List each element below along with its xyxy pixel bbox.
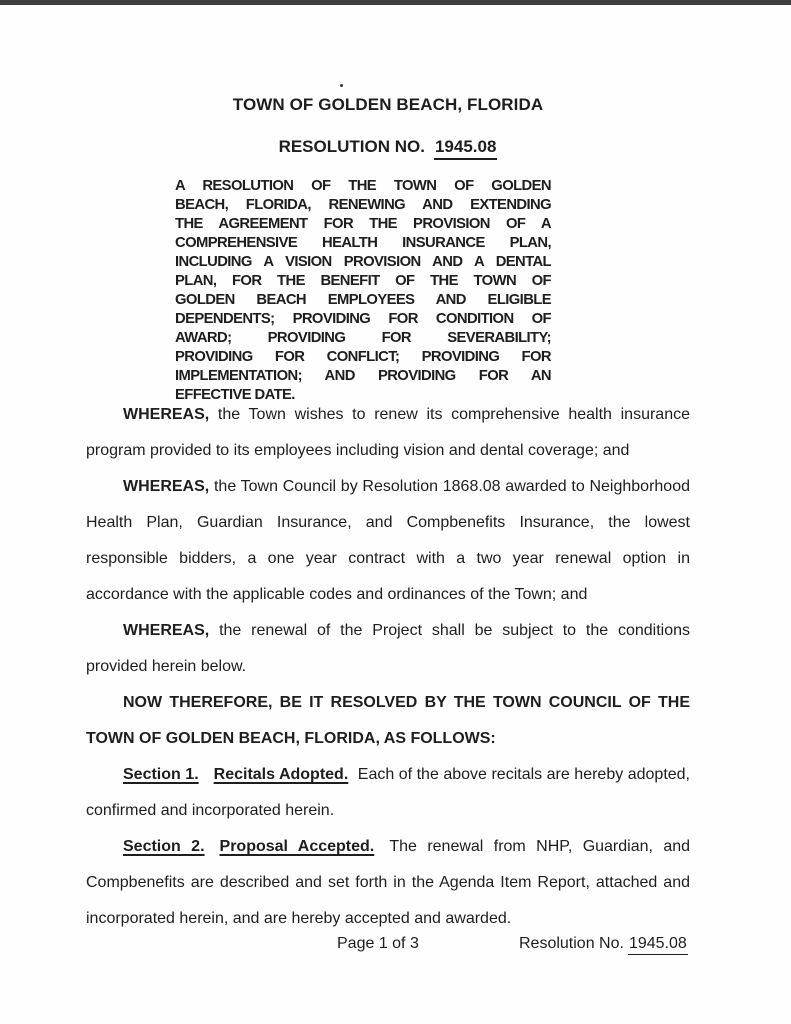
resolved-clause: NOW THEREFORE, BE IT RESOLVED BY THE TOWN COUNCIL OF THE TOWN OF GOLDEN BEACH, FLORIDA, AS FOLLOWS: <box>86 694 690 747</box>
resolution-title-line: A RESOLUTION OF THE TOWN OF GOLDEN <box>175 178 551 194</box>
resolution-title-line: GOLDEN BEACH EMPLOYEES AND ELIGIBLE <box>175 292 551 308</box>
section-number: Section 1. <box>123 766 199 783</box>
whereas-text: the Town Council by Resolution 1868.08 awarded to Neighborhood Health Plan, Guardian Insurance, and Compbenefits Insurance, the lowest responsible bidders, a one year contract with a two year renewal option in accordance with the applicable codes and ordinances of the Town; and <box>86 478 690 603</box>
whereas-lead: WHEREAS, <box>123 478 210 495</box>
resolution-title-line: AWARD; PROVIDING FOR SEVERABILITY; <box>175 330 551 346</box>
document-org-title: TOWN OF GOLDEN BEACH, FLORIDA <box>232 95 544 114</box>
whereas-text: the Town wishes to renew its comprehensive health insurance program provided to its employees including vision and dental coverage; and <box>86 406 690 459</box>
resolution-number-value: 1945.08 <box>434 137 497 160</box>
resolution-title-line: BEACH, FLORIDA, RENEWING AND EXTENDING <box>175 197 551 213</box>
resolution-title-line: DEPENDENTS; PROVIDING FOR CONDITION OF <box>175 311 551 327</box>
section-1-paragraph <box>86 757 690 829</box>
page-number-indicator: Page 1 of 3 <box>337 935 419 952</box>
section-heading: Proposal Accepted. <box>219 838 375 855</box>
resolution-title-line: INCLUDING A VISION PROVISION AND A DENTAL <box>175 254 551 270</box>
whereas-clause-1 <box>86 397 690 469</box>
footer-resolution-label: Resolution No. <box>519 935 624 952</box>
whereas-text: the renewal of the Project shall be subject to the conditions provided herein below. <box>86 622 690 675</box>
whereas-lead: WHEREAS, <box>123 406 210 423</box>
resolution-title-line: IMPLEMENTATION; AND PROVIDING FOR AN <box>175 368 551 384</box>
resolution-title-line: PLAN, FOR THE BENEFIT OF THE TOWN OF <box>175 273 551 289</box>
section-number: Section 2. <box>123 838 205 855</box>
whereas-lead: WHEREAS, <box>123 622 210 639</box>
footer-resolution-number-value: 1945.08 <box>628 934 688 955</box>
section-text: Each of the above recitals are hereby adopted, confirmed and incorporated herein. <box>86 766 691 819</box>
section-2-paragraph <box>86 829 690 937</box>
resolution-title-line: EFFECTIVE DATE. <box>175 387 295 403</box>
resolution-title-block <box>175 177 551 405</box>
resolution-title-line: THE AGREEMENT FOR THE PROVISION OF A <box>175 216 551 232</box>
section-heading: Recitals Adopted. <box>213 766 349 783</box>
document-body <box>86 397 690 937</box>
resolution-number-label: RESOLUTION NO. <box>278 137 425 156</box>
whereas-clause-2 <box>86 469 690 613</box>
resolution-title-line: PROVIDING FOR CONFLICT; PROVIDING FOR <box>175 349 551 365</box>
resolution-title-line: COMPREHENSIVE HEALTH INSURANCE PLAN, <box>175 235 551 251</box>
section-text: The renewal from NHP, Guardian, and Compbenefits are described and set forth in the Agenda Item Report, attached and incorporated herein, and are hereby accepted and awarded. <box>86 838 691 927</box>
whereas-clause-3 <box>86 613 690 685</box>
resolution-number-line <box>86 137 690 160</box>
footer-resolution-number <box>519 934 688 955</box>
document-content <box>86 0 690 937</box>
